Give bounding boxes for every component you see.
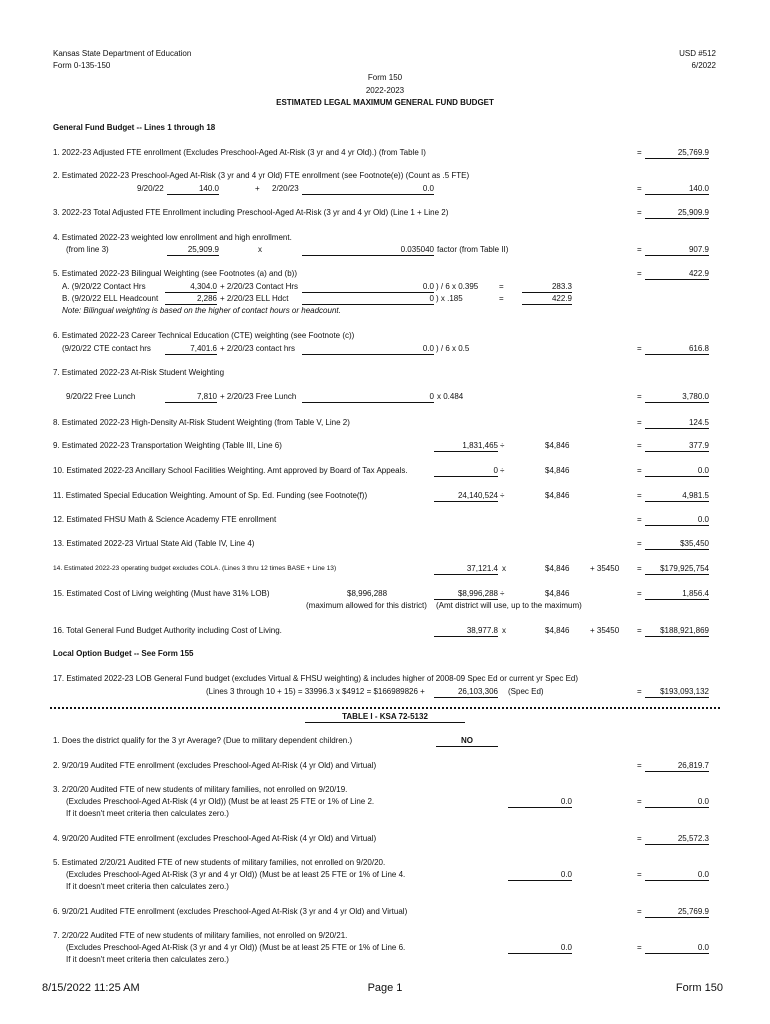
table-1-line-1-text: 1. Does the district qualify for the 3 yr Average? (Due to military dependent children.) — [53, 736, 353, 745]
line-5b-label: B. (9/20/22 ELL Headcount — [62, 294, 159, 303]
eq-sign: = — [637, 269, 642, 278]
line-16-base: $4,846 — [545, 626, 570, 635]
line-5b-value1: 2,286 — [165, 294, 217, 305]
line-5-text: 5. Estimated 2022-23 Bilingual Weighting (see Footnotes (a) and (b)) — [53, 269, 297, 278]
line-5-result: 422.9 — [645, 269, 709, 280]
section-local-option: Local Option Budget -- See Form 155 — [53, 649, 194, 658]
line-9-base: $4,846 — [545, 441, 570, 450]
line-14-result: $179,925,754 — [645, 564, 709, 575]
table-1-line-2-text: 2. 9/20/19 Audited FTE enrollment (excludes Preschool-Aged At-Risk (4 yr Old) and Virtual) — [53, 761, 377, 770]
line-11-text: 11. Estimated Special Education Weighting. Amount of Sp. Ed. Funding (see Footnote(f)) — [53, 491, 368, 500]
line-17-value1: 26,103,306 — [434, 687, 498, 698]
line-5a-value1: 4,304.0 — [165, 282, 217, 293]
eq-sign: = — [637, 466, 642, 475]
footer-form: Form 150 — [675, 982, 723, 994]
eq-sign: = — [637, 797, 642, 806]
table-1-line-2-result: 26,819.7 — [645, 761, 709, 772]
line-17-spec: (Spec Ed) — [508, 687, 544, 696]
line-13-result: $35,450 — [645, 539, 709, 550]
eq-sign: = — [637, 564, 642, 573]
line-17-calc: (Lines 3 through 10 + 15) = 33996.3 x $4912 = $166989826 + — [206, 687, 425, 696]
eq-sign: = — [637, 626, 642, 635]
line-16-value1: 38,977.8 — [434, 626, 498, 637]
line-5a-mid: + 2/20/23 Contact Hrs — [220, 282, 299, 291]
line-8-result: 124.5 — [645, 418, 709, 429]
eq-sign: = — [637, 418, 642, 427]
eq-sign: = — [637, 392, 642, 401]
table-1-line-3-result: 0.0 — [645, 797, 709, 808]
line-7-mid: + 2/20/23 Free Lunch — [220, 392, 297, 401]
table-1-line-5-value: 0.0 — [508, 870, 572, 881]
table-1-line-7-text2: (Excludes Preschool-Aged At-Risk (3 yr and 4 yr Old)) (Must be at least 25 FTE or 1% of Line 6. — [66, 943, 406, 952]
table-1-line-4-result: 25,572.3 — [645, 834, 709, 845]
table-1-title-underline — [305, 722, 465, 723]
line-2-date1: 9/20/22 — [137, 184, 164, 193]
line-6-value1: 7,401.6 — [165, 344, 217, 355]
table-1-line-5-result: 0.0 — [645, 870, 709, 881]
line-10-op: ÷ — [500, 466, 505, 475]
line-11-result: 4,981.5 — [645, 491, 709, 502]
line-7-text: 7. Estimated 2022-23 At-Risk Student Weighting — [53, 368, 225, 377]
line-3-text: 3. 2022-23 Total Adjusted FTE Enrollment including Preschool-Aged At-Risk (3 yr and 4 yr Old) (Line 1 + Line 2) — [53, 208, 449, 217]
org-name: Kansas State Department of Education — [53, 49, 192, 58]
line-5b-value2: 0 — [302, 294, 434, 305]
table-1-line-3-text2: (Excludes Preschool-Aged At-Risk (4 yr Old)) (Must be at least 25 FTE or 1% of Line 2. — [66, 797, 375, 806]
line-5a-value2: 0.0 — [302, 282, 434, 293]
table-1-line-5-text2: (Excludes Preschool-Aged At-Risk (3 yr and 4 yr Old)) (Must be at least 25 FTE or 1% of Line 4. — [66, 870, 406, 879]
line-4-result: 907.9 — [645, 245, 709, 256]
eq-sign: = — [637, 441, 642, 450]
line-2-text: 2. Estimated 2022-23 Preschool-Aged At-Risk (3 yr and 4 yr Old) FTE enrollment (see Footnote(e)) (Count as .5 FTE) — [53, 171, 470, 180]
line-1-result: 25,769.9 — [645, 148, 709, 159]
line-10-text: 10. Estimated 2022-23 Ancillary School Facilities Weighting. Amt approved by Board of Tax Appeals. — [53, 466, 408, 475]
eq-sign: = — [637, 834, 642, 843]
line-10-value1: 0 — [434, 466, 498, 477]
fiscal-year: 2022-2023 — [365, 86, 405, 95]
table-1-line-7-text3: If it doesn't meet criteria then calculates zero.) — [66, 955, 229, 964]
line-14-value1: 37,121.4 — [434, 564, 498, 575]
line-10-base: $4,846 — [545, 466, 570, 475]
eq-sign: = — [637, 761, 642, 770]
line-5b-result: 422.9 — [522, 294, 572, 305]
line-16-text: 16. Total General Fund Budget Authority including Cost of Living. — [53, 626, 282, 635]
eq-sign: = — [637, 184, 642, 193]
table-1-line-3-text: 3. 2/20/20 Audited FTE of new students of military families, not enrolled on 9/20/19. — [53, 785, 348, 794]
line-4-value1: 25,909.9 — [167, 245, 219, 256]
line-6-mid: + 2/20/23 contact hrs — [220, 344, 295, 353]
table-1-line-7-result: 0.0 — [645, 943, 709, 954]
line-4-from: (from line 3) — [66, 245, 109, 254]
line-7-result: 3,780.0 — [645, 392, 709, 403]
line-5b-eq: = — [499, 294, 504, 303]
line-2-result: 140.0 — [645, 184, 709, 195]
line-5b-mid: + 2/20/23 ELL Hdct — [220, 294, 289, 303]
line-15-base: $4,846 — [545, 589, 570, 598]
eq-sign: = — [637, 515, 642, 524]
table-1-line-6-result: 25,769.9 — [645, 907, 709, 918]
line-5a-result: 283.3 — [522, 282, 572, 293]
footer-page: Page 1 — [367, 982, 403, 994]
line-7-value2: 0 — [302, 392, 434, 403]
line-10-result: 0.0 — [645, 466, 709, 477]
line-15-result: 1,856.4 — [645, 589, 709, 600]
line-14-plus: + 35450 — [590, 564, 620, 573]
eq-sign: = — [637, 208, 642, 217]
table-1-line-7-value: 0.0 — [508, 943, 572, 954]
line-4-value2: 0.035040 — [302, 245, 434, 256]
eq-sign: = — [637, 589, 642, 598]
eq-sign: = — [637, 491, 642, 500]
line-11-value1: 24,140,524 — [434, 491, 498, 502]
form-code: Form 0-135-150 — [53, 61, 111, 70]
table-1-line-3-value: 0.0 — [508, 797, 572, 808]
line-16-result: $188,921,869 — [645, 626, 709, 637]
line-12-result: 0.0 — [645, 515, 709, 526]
line-6-label: (9/20/22 CTE contact hrs — [62, 344, 151, 353]
line-8-text: 8. Estimated 2022-23 High-Density At-Risk Student Weighting (from Table V, Line 2) — [53, 418, 350, 427]
line-5a-eq: = — [499, 282, 504, 291]
line-14-op: x — [502, 564, 506, 573]
line-14-text: 14. Estimated 2022-23 operating budget excludes COLA. (Lines 3 thru 12 times BASE + Line 13) — [53, 565, 337, 572]
table-1-title: TABLE I - KSA 72-5132 — [342, 712, 428, 721]
line-15-value1: $8,996,288 — [434, 589, 498, 600]
line-11-op: ÷ — [500, 491, 505, 500]
line-13-text: 13. Estimated 2022-23 Virtual State Aid (Table IV, Line 4) — [53, 539, 255, 548]
table-1-line-3-text3: If it doesn't meet criteria then calculates zero.) — [66, 809, 229, 818]
line-16-op: x — [502, 626, 506, 635]
eq-sign: = — [637, 943, 642, 952]
line-6-text: 6. Estimated 2022-23 Career Technical Education (CTE) weighting (see Footnote (c)) — [53, 331, 355, 340]
line-6-result: 616.8 — [645, 344, 709, 355]
line-9-op: ÷ — [500, 441, 505, 450]
eq-sign: = — [637, 344, 642, 353]
eq-sign: = — [637, 907, 642, 916]
line-9-result: 377.9 — [645, 441, 709, 452]
line-4-x: x — [258, 245, 262, 254]
line-2-value2: 0.0 — [302, 184, 434, 195]
line-16-plus: + 35450 — [590, 626, 620, 635]
line-3-result: 25,909.9 — [645, 208, 709, 219]
line-15-max: $8,996,288 — [347, 589, 388, 598]
table-1-line-5-text: 5. Estimated 2/20/21 Audited FTE of new students of military families, not enrolled on 9/20/20. — [53, 858, 386, 867]
line-11-base: $4,846 — [545, 491, 570, 500]
eq-sign: = — [637, 539, 642, 548]
section-divider — [50, 707, 720, 709]
line-15-sub1: (maximum allowed for this district) — [306, 601, 427, 610]
line-7-op: x 0.484 — [437, 392, 464, 401]
line-7-value1: 7,810 — [165, 392, 217, 403]
line-9-text: 9. Estimated 2022-23 Transportation Weighting (Table III, Line 6) — [53, 441, 282, 450]
line-6-value2: 0.0 — [302, 344, 434, 355]
page-title: ESTIMATED LEGAL MAXIMUM GENERAL FUND BUDGET — [276, 98, 494, 107]
usd-number: USD #512 — [679, 49, 716, 58]
line-12-text: 12. Estimated FHSU Math & Science Academy FTE enrollment — [53, 515, 277, 524]
table-1-line-4-text: 4. 9/20/20 Audited FTE enrollment (excludes Preschool-Aged At-Risk (4 yr Old) and Virtual) — [53, 834, 377, 843]
line-7-label: 9/20/22 Free Lunch — [66, 392, 136, 401]
eq-sign: = — [637, 687, 642, 696]
table-1-line-6-text: 6. 9/20/21 Audited FTE enrollment (excludes Preschool-Aged At-Risk (3 yr and 4 yr Old) and Virtual) — [53, 907, 408, 916]
table-1-line-7-text: 7. 2/20/22 Audited FTE of new students of military families, not enrolled on 9/20/21. — [53, 931, 348, 940]
footer-timestamp: 8/15/2022 11:25 AM — [42, 982, 140, 994]
line-4-factor: factor (from Table II) — [437, 245, 509, 254]
form-name: Form 150 — [367, 73, 403, 82]
eq-sign: = — [637, 148, 642, 157]
form-date: 6/2022 — [691, 61, 716, 70]
line-17-result: $193,093,132 — [645, 687, 709, 698]
line-9-value1: 1,831,465 — [434, 441, 498, 452]
line-4-text: 4. Estimated 2022-23 weighted low enrollment and high enrollment. — [53, 233, 292, 242]
line-2-date2: 2/20/23 — [272, 184, 299, 193]
line-14-base: $4,846 — [545, 564, 570, 573]
eq-sign: = — [637, 870, 642, 879]
line-2-value1: 140.0 — [167, 184, 219, 195]
line-6-op: ) / 6 x 0.5 — [436, 344, 470, 353]
line-15-sub2: (Amt district will use, up to the maximum) — [436, 601, 582, 610]
line-5a-label: A. (9/20/22 Contact Hrs — [62, 282, 146, 291]
eq-sign: = — [637, 245, 642, 254]
line-15-op: ÷ — [500, 589, 505, 598]
line-1-text: 1. 2022-23 Adjusted FTE enrollment (Excludes Preschool-Aged At-Risk (3 yr and 4 yr Old).) (from Table I) — [53, 148, 426, 157]
table-1-line-1-answer: NO — [436, 736, 498, 747]
line-15-text: 15. Estimated Cost of Living weighting (Must have 31% LOB) — [53, 589, 270, 598]
line-2-plus: + — [255, 184, 260, 193]
table-1-line-5-text3: If it doesn't meet criteria then calculates zero.) — [66, 882, 229, 891]
section-general-fund: General Fund Budget -- Lines 1 through 18 — [53, 123, 216, 132]
line-17-text: 17. Estimated 2022-23 LOB General Fund budget (excludes Virtual & FHSU weighting) & includes higher of 2008-09 Spec Ed or current yr Spec Ed) — [53, 674, 579, 683]
line-5-note: Note: Bilingual weighting is based on the higher of contact hours or headcount. — [62, 306, 341, 315]
line-5a-op: ) / 6 x 0.395 — [436, 282, 479, 291]
line-5b-op: ) x .185 — [436, 294, 463, 303]
